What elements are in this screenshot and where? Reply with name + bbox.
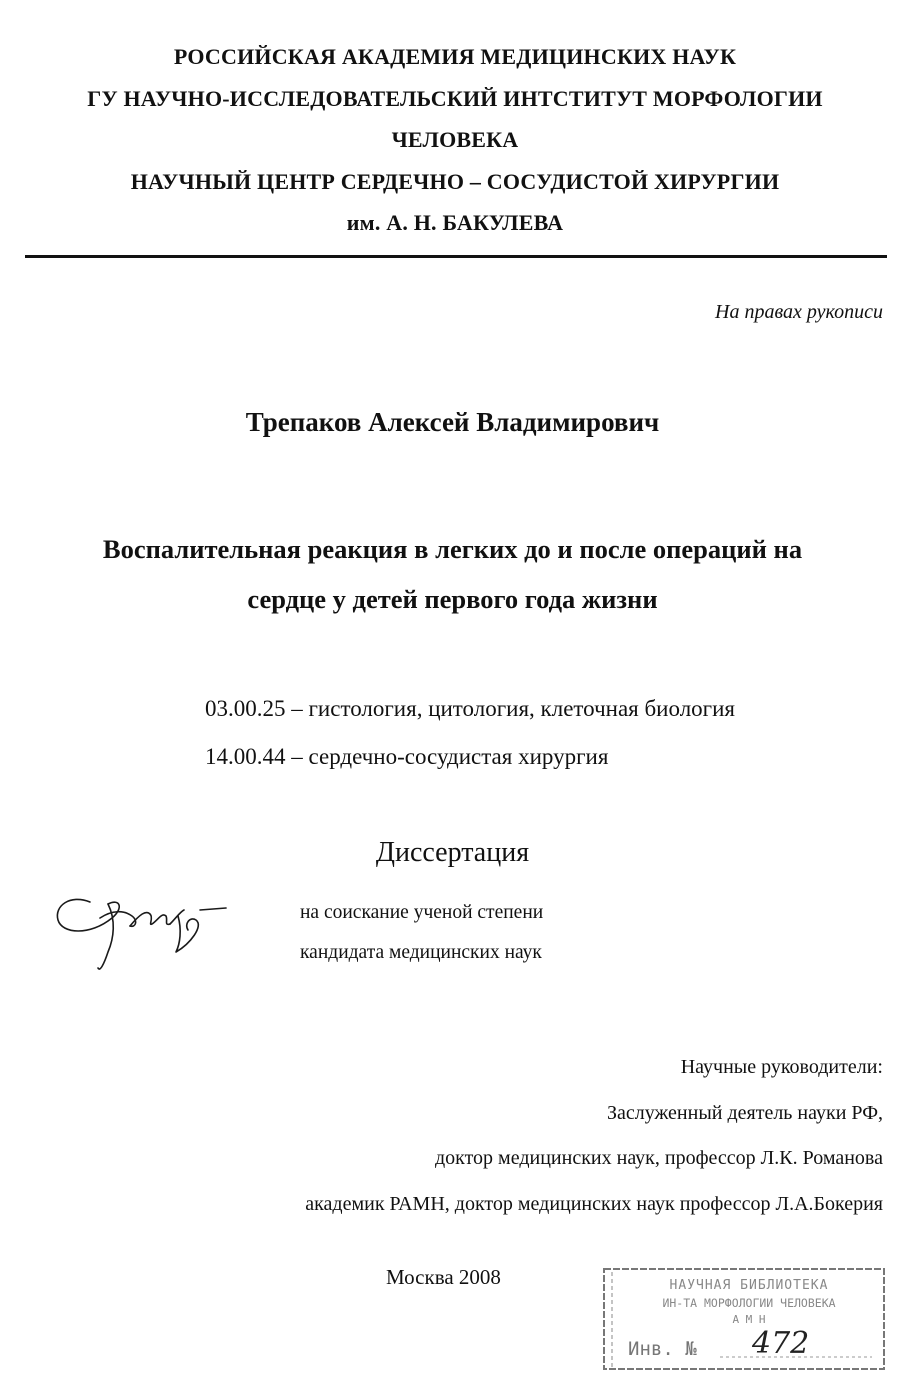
supervisor-2: академик РАМН, доктор медицинских наук профессор Л.А.Бокерия bbox=[305, 1192, 883, 1215]
city-year: Москва 2008 bbox=[386, 1265, 501, 1289]
header-line-institute: ГУ НАУЧНО-ИССЛЕДОВАТЕЛЬСКИЙ ИНТСТИТУТ МОРФОЛОГИИ bbox=[87, 85, 823, 111]
manuscript-rights-note: На правах рукописи bbox=[715, 301, 883, 323]
specialty-histology: 03.00.25 – гистология, цитология, клеточная биология bbox=[205, 696, 735, 721]
degree-statement bbox=[300, 893, 543, 973]
scientific-supervisors bbox=[305, 1045, 883, 1227]
dissertation-title bbox=[10, 524, 895, 624]
degree-line-1: на соискание ученой степени bbox=[300, 902, 544, 923]
stamp-inv-label: Инв. № bbox=[628, 1338, 697, 1360]
supervisor-1-name: доктор медицинских наук, профессор Л.К. Романова bbox=[434, 1147, 883, 1169]
author-name: Трепаков Алексей Владимирович bbox=[245, 407, 660, 437]
title-line-1: Воспалительная реакция в легких до и после операций на bbox=[102, 534, 803, 564]
handwritten-signature bbox=[50, 880, 240, 980]
title-line-2: сердце у детей первого года жизни bbox=[247, 584, 658, 614]
institution-header bbox=[20, 36, 890, 244]
library-inventory-stamp bbox=[602, 1267, 888, 1373]
document-type: Диссертация bbox=[375, 837, 530, 868]
supervisors-heading: Научные руководители: bbox=[680, 1056, 883, 1078]
stamp-inv-number: 472 bbox=[752, 1326, 810, 1361]
header-line-center: НАУЧНЫЙ ЦЕНТР СЕРДЕЧНО – СОСУДИСТОЙ ХИРУРГИИ bbox=[130, 168, 780, 194]
header-line-academy: РОССИЙСКАЯ АКАДЕМИЯ МЕДИЦИНСКИХ НАУК bbox=[173, 44, 737, 69]
degree-line-2: кандидата медицинских наук bbox=[300, 942, 542, 963]
specialty-codes bbox=[205, 685, 735, 781]
supervisor-1-title: Заслуженный деятель науки РФ, bbox=[606, 1101, 883, 1124]
header-divider bbox=[25, 255, 887, 258]
stamp-line-amn: А М Н bbox=[732, 1313, 766, 1326]
stamp-line-institute: ИН-ТА МОРФОЛОГИИ ЧЕЛОВЕКА bbox=[662, 1296, 836, 1310]
specialty-surgery: 14.00.44 – сердечно-сосудистая хирургия bbox=[205, 744, 609, 769]
header-line-institute-cont: ЧЕЛОВЕКА bbox=[391, 127, 519, 152]
header-line-bakulev: им. А. Н. БАКУЛЕВА bbox=[346, 210, 564, 235]
stamp-line-library: НАУЧНАЯ БИБЛИОТЕКА bbox=[669, 1278, 829, 1293]
